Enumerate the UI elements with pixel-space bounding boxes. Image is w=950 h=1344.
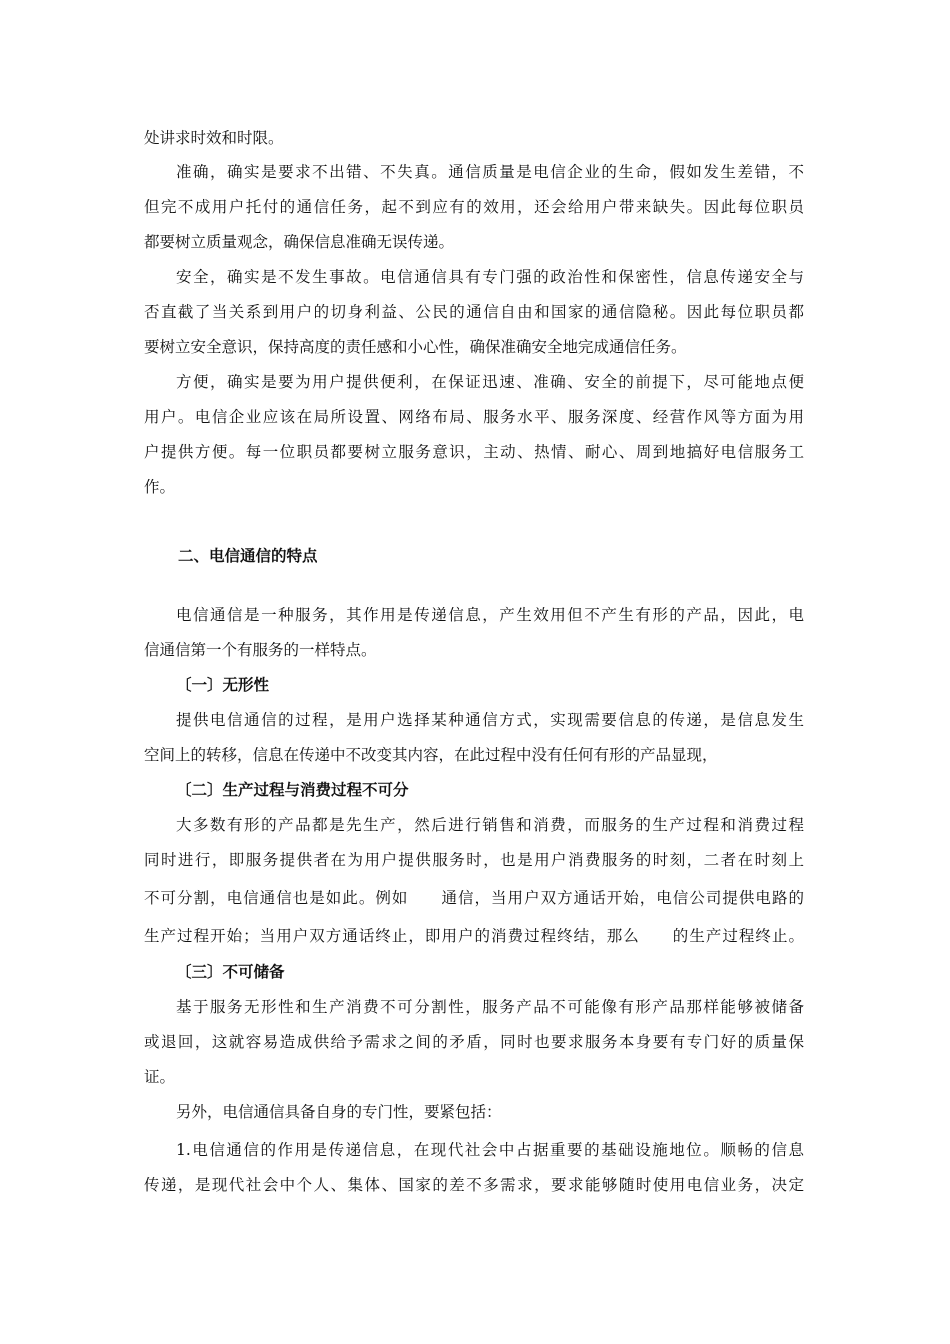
text-line: 信通信第一个有服务的一样特点。 [144,641,377,659]
text-line: 但完不成用户托付的通信任务，起不到应有的效用，还会给用户带来缺失。因此每位职员 [144,198,804,216]
text-line: 证。 [144,1068,176,1086]
text-line: 电信通信是一种服务，其作用是传递信息，产生效用但不产生有形的产品，因此，电 [176,606,804,624]
text-line: 都要树立质量观念，确保信息准确无误传递。 [144,233,455,251]
text-line: 提供电信通信的过程，是用户选择某种通信方式，实现需要信息的传递，是信息发生 [176,711,804,729]
subsection-heading: 〔二〕生产过程与消费过程不可分 [176,781,409,799]
section-heading: 二、电信通信的特点 [178,547,318,565]
text-line: 生产过程开始；当用户双方通话终止，即用户的消费过程终结，那么 的生产过程终止。 [144,927,804,945]
text-line: 传递，是现代社会中个人、集体、国家的差不多需求，要求能够随时使用电信业务，决定 [144,1176,804,1194]
text-line: 空间上的转移，信息在传递中不改变其内容，在此过程中没有任何有形的产品显现， [144,746,718,764]
text-line: 基于服务无形性和生产消费不可分割性，服务产品不可能像有形产品那样能够被储备 [176,998,804,1016]
text-line: 大多数有形的产品都是先生产，然后进行销售和消费，而服务的生产过程和消费过程 [176,816,804,834]
text-line: 作。 [144,478,176,496]
text-line: 否直截了当关系到用户的切身利益、公民的通信自由和国家的通信隐秘。因此每位职员都 [144,303,804,321]
text-line: 安全，确实是不发生事故。电信通信具有专门强的政治性和保密性，信息传递安全与 [176,268,804,286]
text-line: 不可分割，电信通信也是如此。例如 通信，当用户双方通话开始，电信公司提供电路的 [144,889,804,907]
text-line: 要树立安全意识，保持高度的责任感和小心性，确保准确安全地完成通信任务。 [144,338,687,356]
subsection-heading: 〔三〕不可储备 [176,963,285,981]
subsection-heading: 〔一〕无形性 [176,676,270,694]
text-line: 或退回，这就容易造成供给予需求之间的矛盾，同时也要求服务本身要有专门好的质量保 [144,1033,804,1051]
text-line: 户提供方便。每一位职员都要树立服务意识，主动、热情、耐心、周到地搞好电信服务工 [144,443,804,461]
text-line: 方便，确实是要为用户提供便利，在保证迅速、准确、安全的前提下，尽可能地点便 [176,373,804,391]
text-line: 准确，确实是要求不出错、不失真。通信质量是电信企业的生命，假如发生差错，不 [176,163,804,181]
text-line: 1.电信通信的作用是传递信息，在现代社会中占据重要的基础设施地位。顺畅的信息 [176,1141,804,1159]
text-line: 用户。电信企业应该在局所设置、网络布局、服务水平、服务深度、经营作风等方面为用 [144,408,804,426]
text-line: 处讲求时效和时限。 [144,129,284,147]
text-line: 另外，电信通信具备自身的专门性，要紧包括： [176,1103,502,1121]
text-line: 同时进行，即服务提供者在为用户提供服务时，也是用户消费服务的时刻，二者在时刻上 [144,851,804,869]
